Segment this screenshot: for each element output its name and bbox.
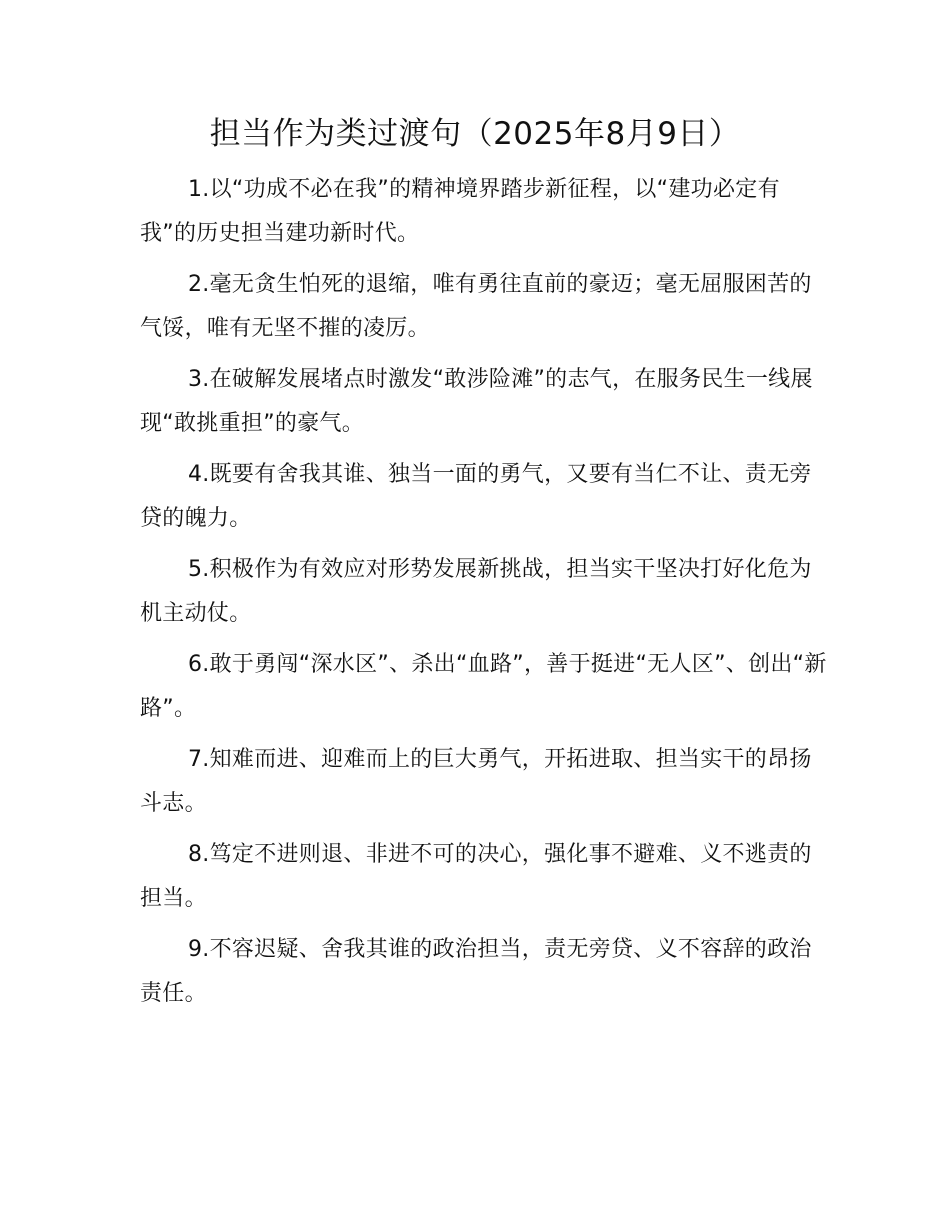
paragraph-7: 7.知难而进、迎难而上的巨大勇气，开拓进取、担当实干的昂扬斗志。 <box>140 747 812 816</box>
paragraph-6: 6.敢于勇闯“深水区”、杀出“血路”，善于挺进“无人区”、创出“新路”。 <box>140 652 827 721</box>
paragraph-3: 3.在破解发展堵点时激发“敢涉险滩”的志气，在服务民生一线展现“敢挑重担”的豪气。 <box>140 367 813 436</box>
document-body <box>140 168 830 1023</box>
paragraph-5: 5.积极作为有效应对形势发展新挑战，担当实干坚决打好化危为机主动仗。 <box>140 557 812 626</box>
document-title: 担当作为类过渡句（2025年8月9日） <box>209 116 741 152</box>
paragraph-4: 4.既要有舍我其谁、独当一面的勇气，又要有当仁不让、责无旁贷的魄力。 <box>140 462 812 531</box>
paragraph-8: 8.笃定不进则退、非进不可的决心，强化事不避难、义不逃责的担当。 <box>140 842 812 911</box>
paragraph-1: 1.以“功成不必在我”的精神境界踏步新征程，以“建功必定有我”的历史担当建功新时代。 <box>140 177 780 246</box>
paragraph-2: 2.毫无贪生怕死的退缩，唯有勇往直前的豪迈；毫无屈服困苦的气馁，唯有无坚不摧的凌厉。 <box>140 272 812 341</box>
paragraph-9: 9.不容迟疑、舍我其谁的政治担当，责无旁贷、义不容辞的政治责任。 <box>140 937 812 1006</box>
